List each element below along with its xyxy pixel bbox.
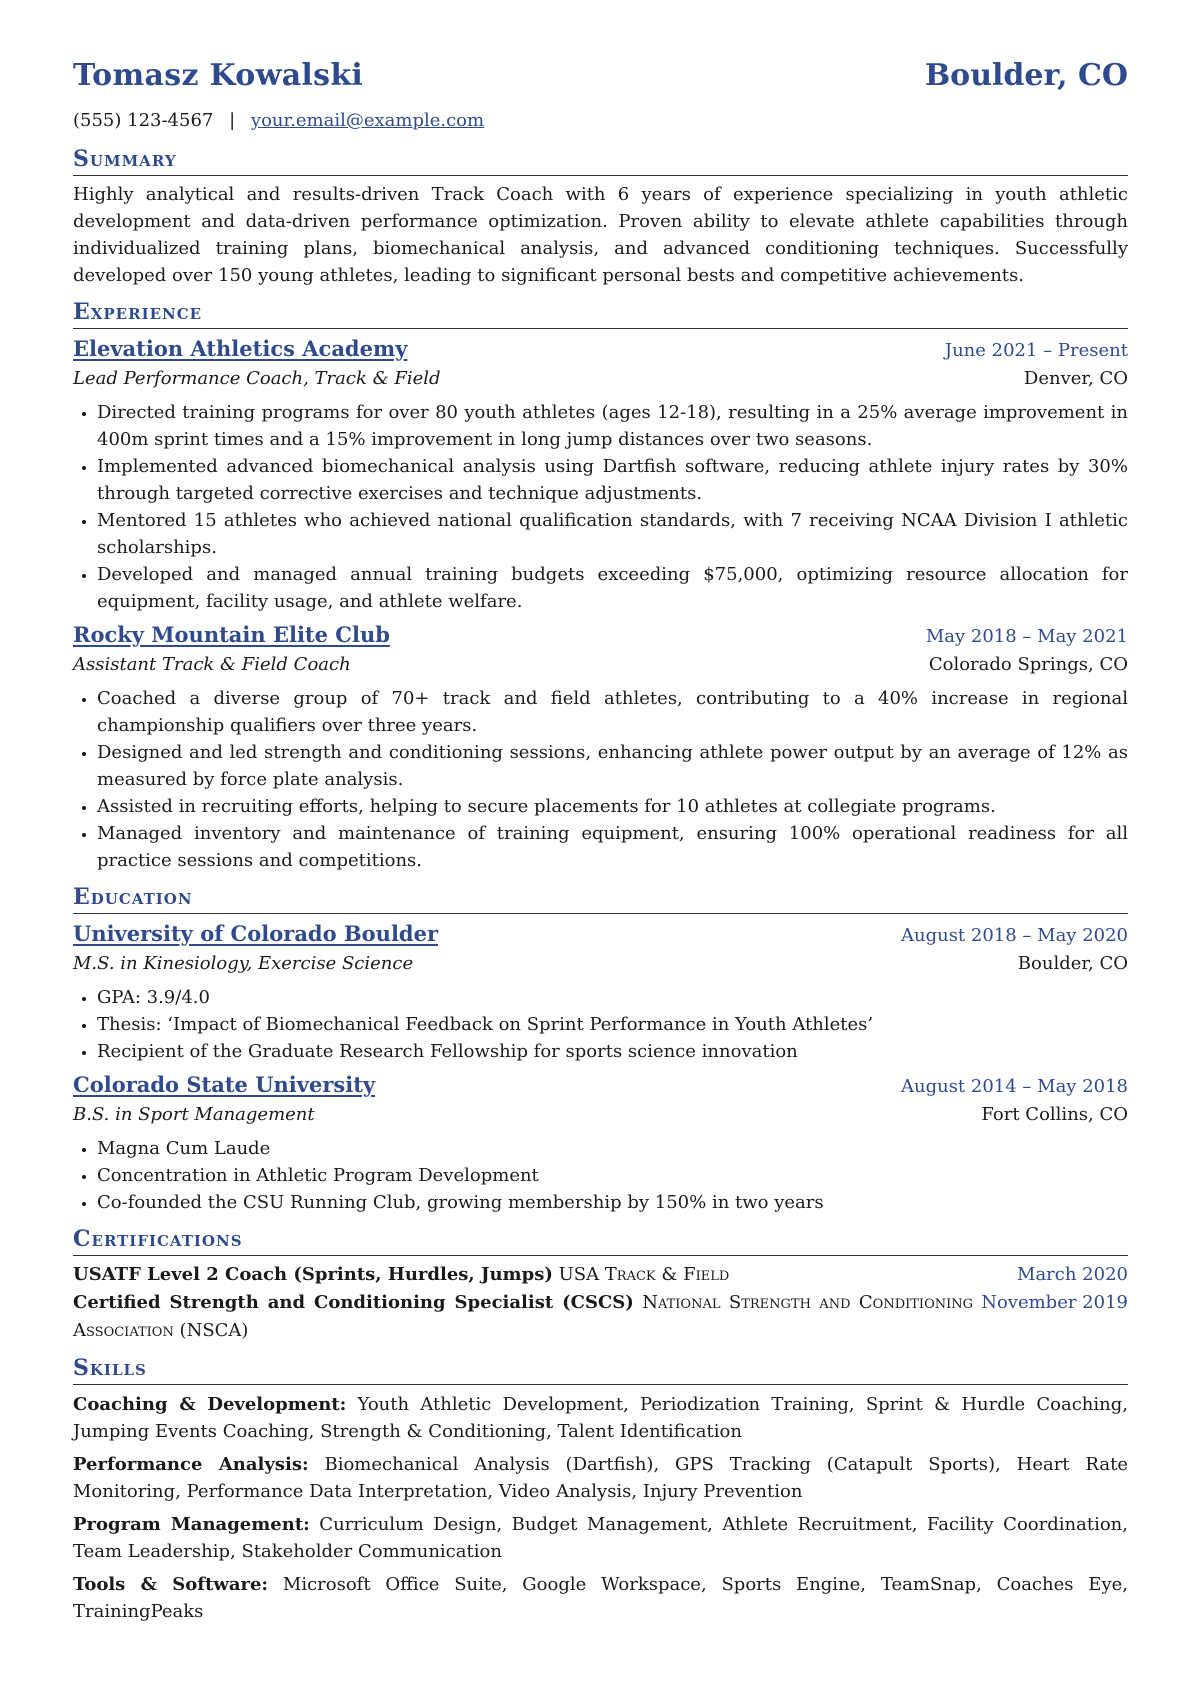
list-item: • Co-founded the CSU Running Club, growing membership by 150% in two years [97, 1189, 1128, 1216]
skill-category: Coaching & Development: [73, 1394, 347, 1415]
phone-number: (555) 123-4567 [73, 110, 214, 131]
school-link[interactable]: University of Colorado Boulder [73, 921, 439, 946]
contact-line [73, 110, 1128, 136]
degree: M.S. in Kinesiology, Exercise Science [73, 953, 414, 974]
skill-list: Curriculum Design, Budget Management, Athlete Recruitment, Facility Coordination, Team Leadership, Stakeholder Communication [73, 1514, 1128, 1562]
skill-list: Biomechanical Analysis (Dartfish), GPS Tracking (Catapult Sports), Heart Rate Monitoring, Performance Data Interpretation, Video Analysis, Injury Prevention [73, 1454, 1128, 1502]
candidate-name: Tomasz Kowalski [73, 58, 364, 93]
section-title-summary: Summary [73, 145, 1128, 176]
skill-category: Tools & Software: [73, 1574, 269, 1595]
email-link[interactable]: your.email@example.com [250, 110, 485, 131]
employment-dates: June 2021 – Present [944, 340, 1128, 361]
list-item: • Assisted in recruiting efforts, helping to secure placements for 10 athletes at collegiate programs. [97, 793, 1128, 820]
skill-category: Performance Analysis: [73, 1454, 309, 1475]
list-item: • Thesis: ‘Impact of Biomechanical Feedback on Sprint Performance in Youth Athletes’ [97, 1011, 1128, 1038]
section-title-experience: Experience [73, 298, 1128, 329]
summary-text: Highly analytical and results-driven Track Coach with 6 years of experience specializing in youth athletic development and data-driven performance optimization. Proven ability to elevate athlete capabilities through individualized training plans, biomechanical analysis, and advanced conditioning techniques. Successfully developed over 150 young athletes, leading to significant personal bests and competitive achievements. [73, 184, 1128, 286]
list-item: • Directed training programs for over 80 youth athletes (ages 12-18), resulting in a 25% average improvement in 400m sprint times and a 15% improvement in long jump distances over two seasons. [97, 399, 1128, 453]
job-location: Colorado Springs, CO [928, 654, 1128, 675]
resume-page [73, 58, 1128, 1625]
job-title: Assistant Track & Field Coach [73, 654, 351, 675]
education-entry [73, 920, 1128, 1065]
certification-issuer: National Strength and Conditioning Association (NSCA) [73, 1292, 973, 1341]
employer-link[interactable]: Rocky Mountain Elite Club [73, 622, 390, 647]
bullet-list [73, 685, 1128, 874]
school-location: Fort Collins, CO [981, 1104, 1128, 1125]
list-item: • Coached a diverse group of 70+ track and field athletes, contributing to a 40% increase in regional championship qualifiers over three years. [97, 685, 1128, 739]
skill-list: Youth Athletic Development, Periodization Training, Sprint & Hurdle Coaching, Jumping Events Coaching, Strength & Conditioning, Talent Identification [73, 1394, 1128, 1442]
skill-group [73, 1571, 1128, 1625]
experience-entry [73, 621, 1128, 874]
bullet-list [73, 984, 1128, 1065]
list-item: • Concentration in Athletic Program Development [97, 1162, 1128, 1189]
job-location: Denver, CO [1023, 368, 1128, 389]
list-item: • Developed and managed annual training budgets exceeding $75,000, optimizing resource allocation for equipment, facility usage, and athlete welfare. [97, 561, 1128, 615]
employment-dates: May 2018 – May 2021 [925, 626, 1128, 647]
candidate-location: Boulder, CO [924, 58, 1128, 93]
section-title-education: Education [73, 883, 1128, 914]
list-item: • Designed and led strength and conditioning sessions, enhancing athlete power output by an average of 12% as measured by force plate analysis. [97, 739, 1128, 793]
skill-group [73, 1451, 1128, 1505]
list-item: • Mentored 15 athletes who achieved national qualification standards, with 7 receiving NCAA Division I athletic scholarships. [97, 507, 1128, 561]
degree: B.S. in Sport Management [73, 1104, 315, 1125]
school-location: Boulder, CO [1017, 953, 1128, 974]
experience-entry [73, 335, 1128, 615]
list-item: • Recipient of the Graduate Research Fellowship for sports science innovation [97, 1038, 1128, 1065]
list-item: • Implemented advanced biomechanical analysis using Dartfish software, reducing athlete injury rates by 30% through targeted corrective exercises and technique adjustments. [97, 453, 1128, 507]
skill-group [73, 1391, 1128, 1445]
education-entry [73, 1071, 1128, 1216]
study-dates: August 2014 – May 2018 [900, 1076, 1128, 1097]
section-title-certifications: Certifications [73, 1225, 1128, 1256]
certification-item [73, 1261, 1128, 1289]
list-item: • Magna Cum Laude [97, 1135, 1128, 1162]
header [73, 58, 1128, 106]
study-dates: August 2018 – May 2020 [900, 925, 1128, 946]
job-title: Lead Performance Coach, Track & Field [73, 368, 441, 389]
certification-name: USATF Level 2 Coach (Sprints, Hurdles, Jumps) [73, 1264, 553, 1285]
skill-list: Microsoft Office Suite, Google Workspace, Sports Engine, TeamSnap, Coaches Eye, TrainingPeaks [73, 1574, 1128, 1622]
section-title-skills: Skills [73, 1354, 1128, 1385]
list-item: • Managed inventory and maintenance of training equipment, ensuring 100% operational readiness for all practice sessions and competitions. [97, 820, 1128, 874]
certification-item [73, 1289, 1128, 1345]
skill-group [73, 1511, 1128, 1565]
certification-date: November 2019 [981, 1292, 1128, 1313]
employer-link[interactable]: Elevation Athletics Academy [73, 336, 408, 361]
certification-date: March 2020 [1017, 1264, 1128, 1285]
certification-issuer: USA Track & Field [558, 1264, 730, 1285]
school-link[interactable]: Colorado State University [73, 1072, 376, 1097]
bullet-list [73, 1135, 1128, 1216]
contact-separator: | [229, 110, 236, 131]
list-item: • GPA: 3.9/4.0 [97, 984, 1128, 1011]
bullet-list [73, 399, 1128, 615]
certification-name: Certified Strength and Conditioning Specialist (CSCS) [73, 1292, 634, 1313]
skill-category: Program Management: [73, 1514, 310, 1535]
